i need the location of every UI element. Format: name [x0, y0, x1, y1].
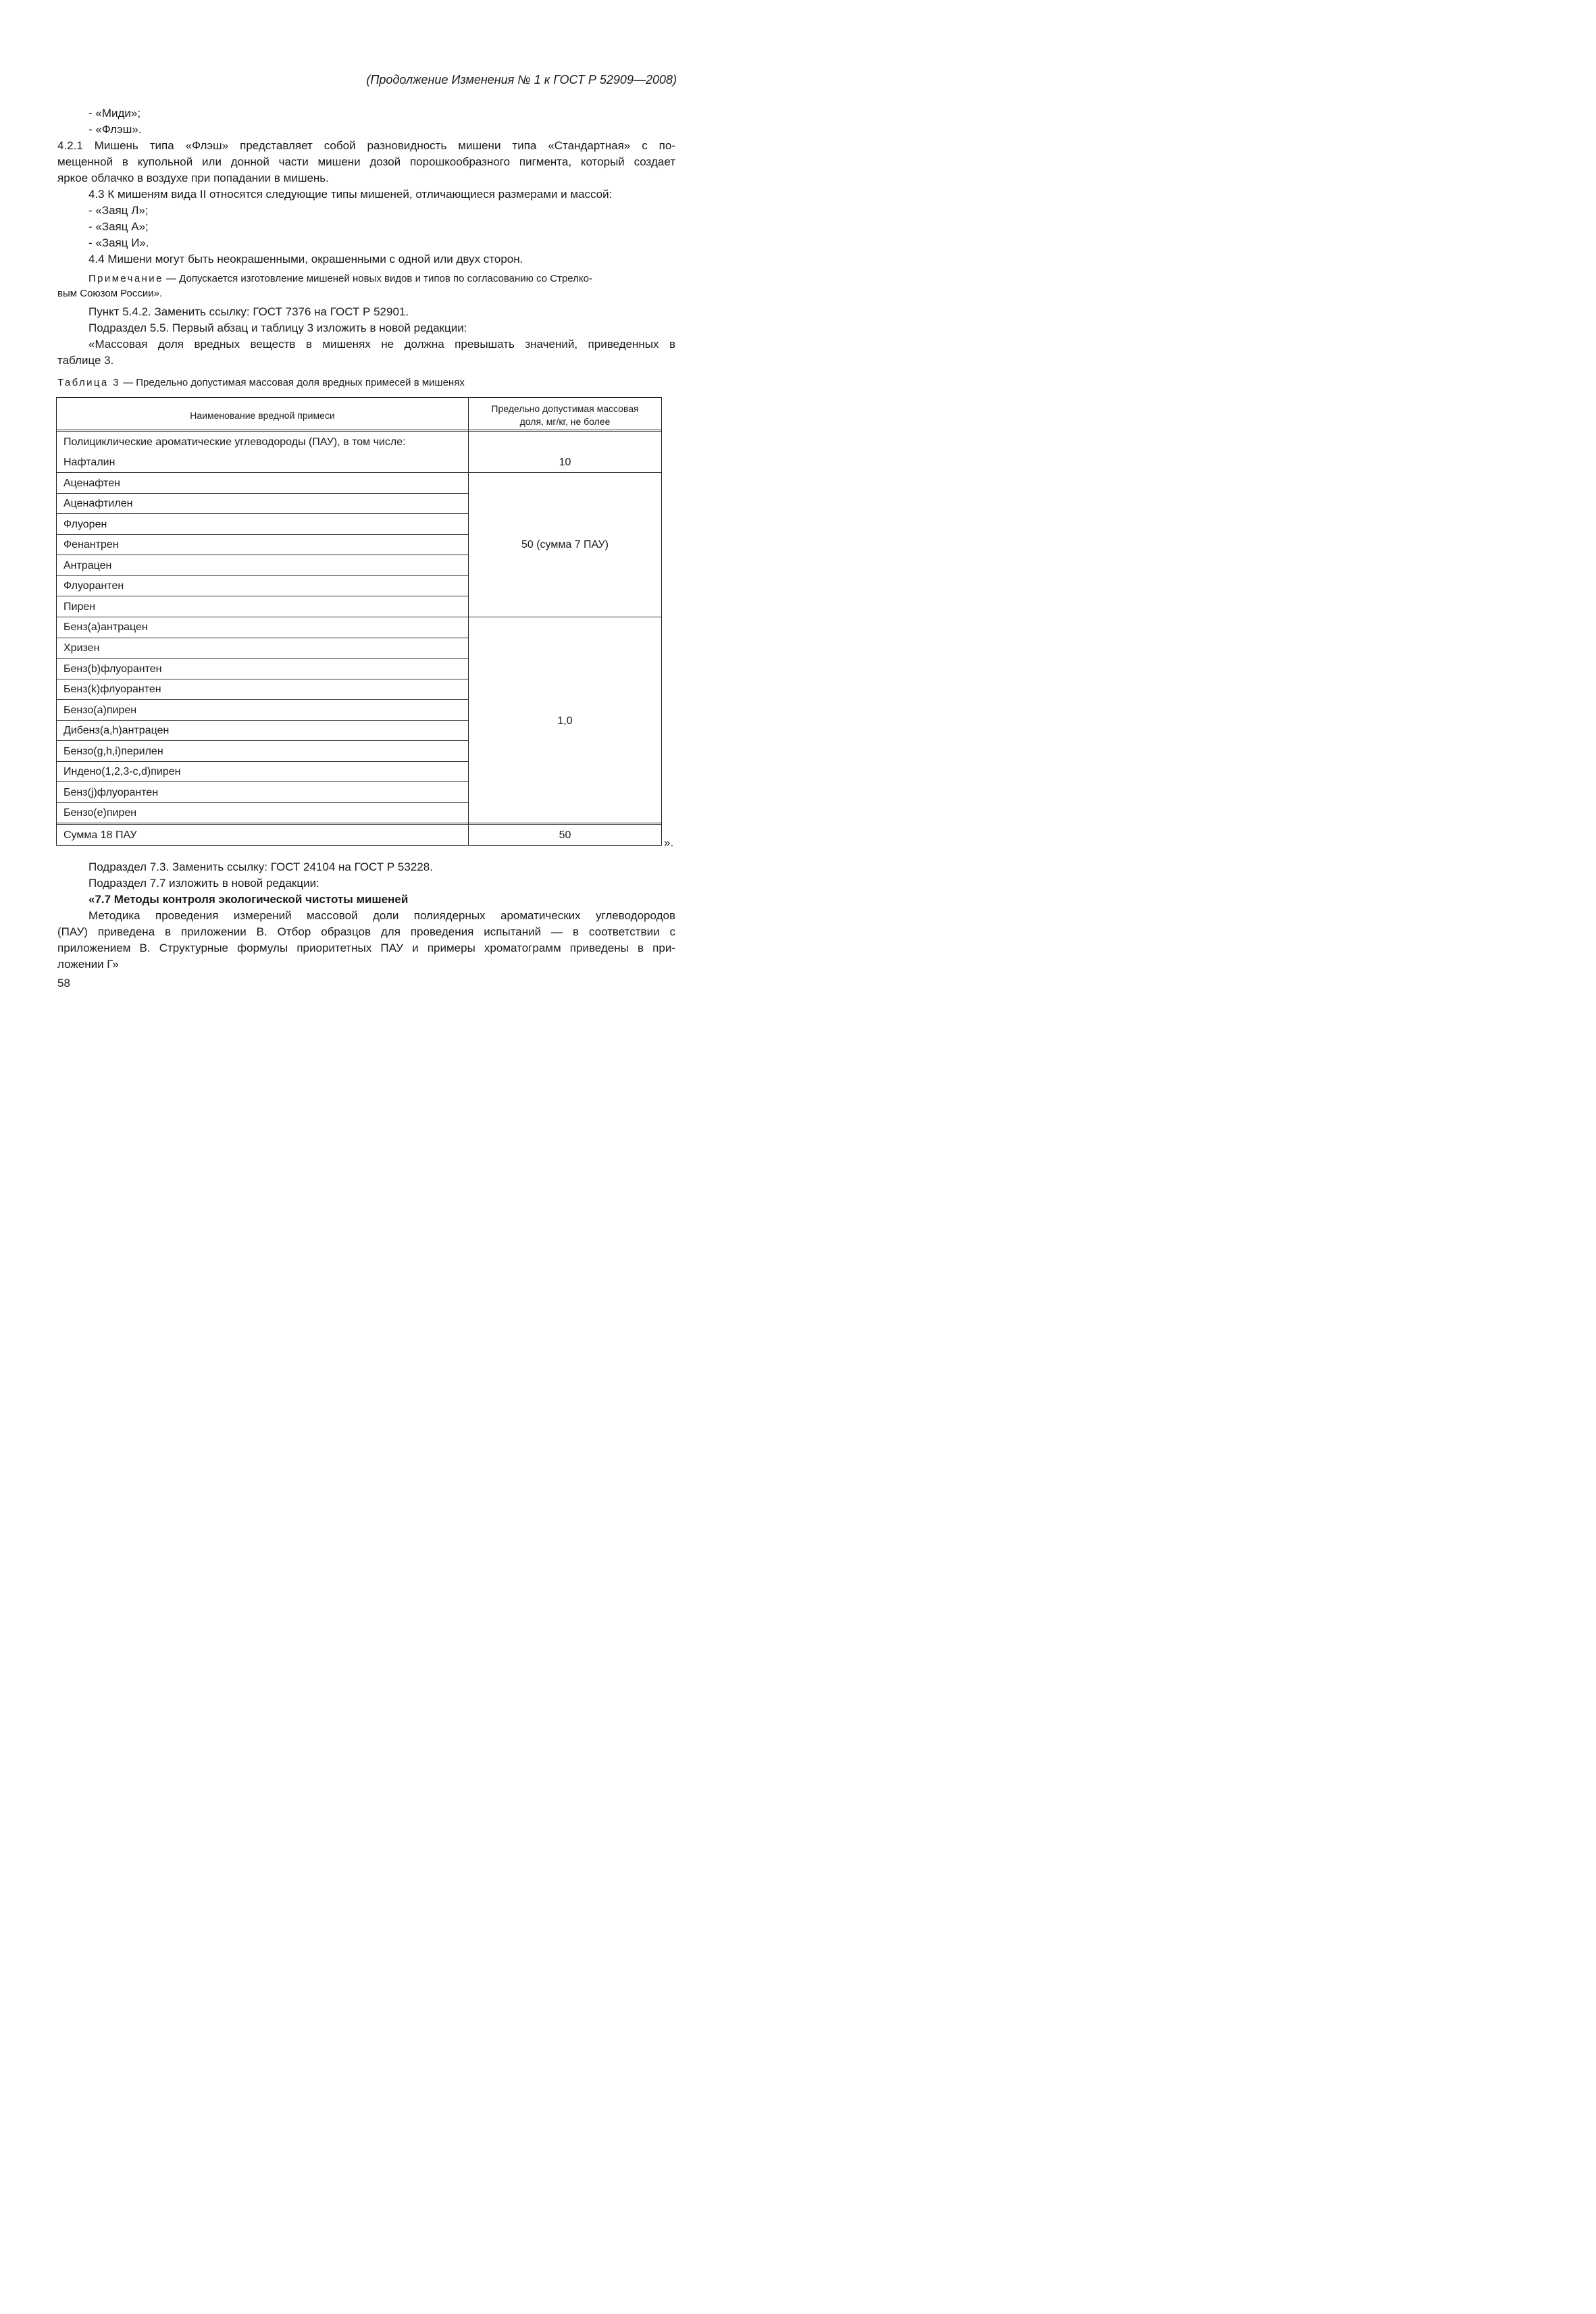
row-line: [57, 575, 468, 576]
table-row: Антрацен: [63, 560, 112, 571]
table-row: Флуорен: [63, 519, 107, 530]
paragraph-4-4: 4.4 Мишени могут быть неокрашенными, окрашенными с одной или двух сторон.: [88, 253, 523, 265]
row-line: [57, 513, 468, 514]
method-paragraph-l4: ложении Г»: [57, 958, 119, 971]
table-row: Флуорантен: [63, 580, 124, 592]
table-row: Нафталин: [63, 457, 115, 468]
table-caption-text: — Предельно допустимая массовая доля вредных примесей в мишенях: [120, 377, 465, 388]
table-row: Дибенз(a,h)антрацен: [63, 725, 170, 736]
sum-row-label: Сумма 18 ПАУ: [63, 829, 137, 841]
note-line: [88, 272, 592, 286]
row-line: [57, 802, 468, 803]
value-group-7: 50 (сумма 7 ПАУ): [521, 539, 609, 550]
row-line: [57, 761, 468, 762]
note-label: Примечание: [88, 273, 163, 284]
harmful-impurities-table: [56, 397, 662, 846]
group-title: Полициклические ароматические углеводороды (ПАУ), в том числе:: [63, 436, 406, 448]
table-row: Аценафтилен: [63, 498, 133, 509]
row-line: [57, 699, 468, 700]
table-row: Бензо(а)пирен: [63, 704, 137, 716]
page-number: 58: [57, 977, 70, 989]
table-caption-label: Таблица 3: [57, 377, 120, 388]
running-header: (Продолжение Изменения № 1 к ГОСТ Р 52909—2008): [366, 73, 677, 86]
col1-header: Наименование вредной примеси: [190, 410, 335, 421]
paragraph-mass-share: «Массовая доля вредных веществ в мишенях не должна превышать значений, приведенных в: [88, 338, 675, 351]
list-item-flash: - «Флэш».: [88, 123, 142, 136]
table-row: Фенантрен: [63, 539, 119, 550]
section-heading-7-7: «7.7 Методы контроля экологической чистоты мишеней: [88, 893, 409, 906]
paragraph-4-3: 4.3 К мишеням вида II относятся следующие типы мишеней, отличающиеся размерами и массой:: [88, 188, 613, 201]
sum-separator: [57, 823, 661, 825]
table-row: Бенз(b)флуорантен: [63, 663, 162, 675]
list-item-zayats-i: - «Заяц И».: [88, 236, 149, 249]
table-row: Бензо(е)пирен: [63, 807, 137, 819]
table-caption: [57, 376, 465, 390]
list-item-zayats-l: - «Заяц Л»;: [88, 204, 149, 217]
value-naphthalene: 10: [559, 457, 571, 468]
header-separator: [57, 430, 661, 432]
table-row: Хризен: [63, 642, 100, 654]
list-item-zayats-a: - «Заяц А»;: [88, 220, 149, 233]
note-text: — Допускается изготовление мишеней новых видов и типов по согласованию со Стрелко-: [163, 273, 592, 284]
row-line: [57, 534, 468, 535]
col2-header-line2: доля, мг/кг, не более: [519, 416, 611, 427]
method-paragraph-l3: приложением В. Структурные формулы приоритетных ПАУ и примеры хроматограмм приведены в при-: [57, 942, 675, 954]
paragraph-5-5: Подраздел 5.5. Первый абзац и таблицу 3 изложить в новой редакции:: [88, 322, 467, 334]
table-row: Бенз(j)флуорантен: [63, 787, 159, 798]
table-row: Бенз(а)антрацен: [63, 621, 148, 633]
paragraph-mass-share-end: таблице 3.: [57, 354, 114, 367]
list-item-midi: - «Миди»;: [88, 107, 141, 120]
paragraph-4-2-1-cont: мещенной в купольной или донной части мишени дозой порошкообразного пигмента, который создает: [57, 155, 675, 168]
table-row: Бенз(k)флуорантен: [63, 684, 161, 695]
row-line: [57, 781, 468, 782]
row-line: [57, 493, 468, 494]
method-paragraph-l1: Методика проведения измерений массовой доли полиядерных ароматических углеводородов: [88, 909, 675, 922]
paragraph-5-4-2: Пункт 5.4.2. Заменить ссылку: ГОСТ 7376 на ГОСТ Р 52901.: [88, 305, 409, 318]
row-line: [57, 720, 468, 721]
table-row: Индено(1,2,3-c,d)пирен: [63, 766, 181, 777]
row-line: [57, 472, 661, 473]
note-text-cont: вым Союзом России».: [57, 288, 163, 299]
paragraph-7-7: Подраздел 7.7 изложить в новой редакции:: [88, 877, 319, 890]
table-row: Бензо(g,h,i)перилен: [63, 746, 163, 757]
table-row: Пирен: [63, 601, 96, 613]
paragraph-4-2-1-end: яркое облачко в воздухе при попадании в мишень.: [57, 172, 329, 184]
table-row: Аценафтен: [63, 478, 120, 489]
row-line: [57, 740, 468, 741]
paragraph-7-3: Подраздел 7.3. Заменить ссылку: ГОСТ 24104 на ГОСТ Р 53228.: [88, 860, 433, 873]
value-group-10: 1,0: [557, 715, 573, 727]
method-paragraph-l2: (ПАУ) приведена в приложении В. Отбор образцов для проведения испытаний — в соответствии с: [57, 925, 675, 938]
col2-header-line1: Предельно допустимая массовая: [491, 403, 639, 414]
value-sum: 50: [559, 829, 571, 841]
table-close-quote: ».: [664, 836, 674, 849]
row-line: [57, 658, 468, 659]
paragraph-4-2-1: 4.2.1 Мишень типа «Флэш» представляет собой разновидность мишени типа «Стандартная» с по-: [57, 139, 675, 152]
